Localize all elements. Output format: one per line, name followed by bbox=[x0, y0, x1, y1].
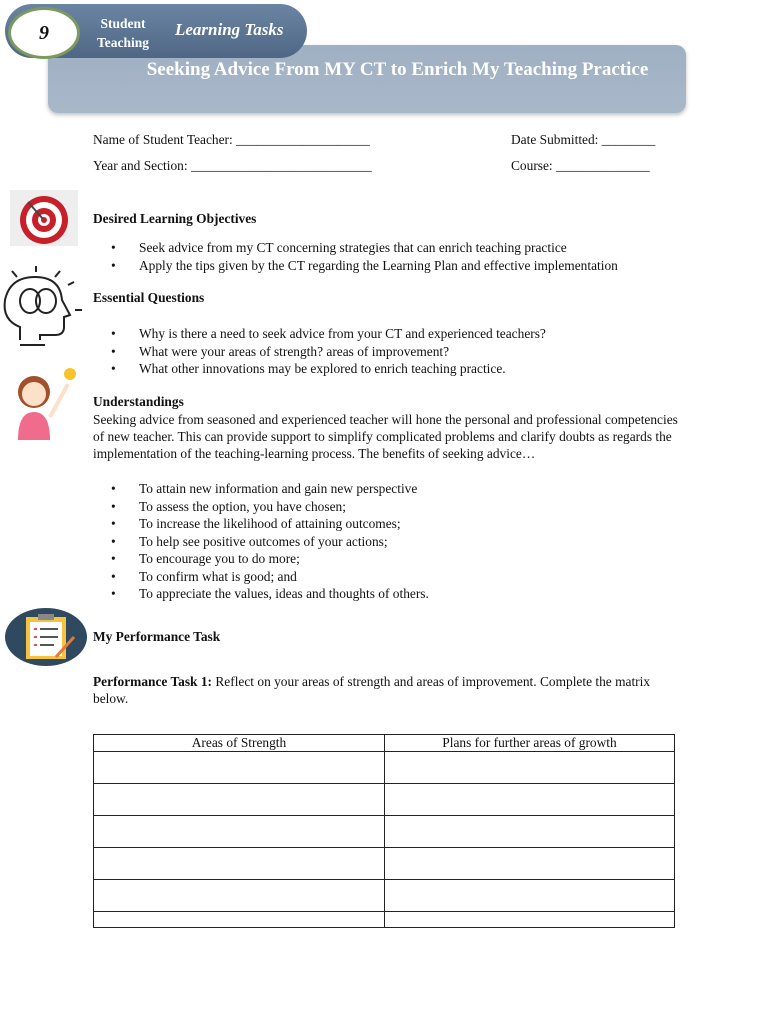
questions-list bbox=[93, 325, 713, 378]
list-item: • To confirm what is good; and bbox=[93, 568, 713, 586]
section-label: Learning Tasks bbox=[175, 20, 284, 39]
category-label: Student Teaching bbox=[96, 16, 150, 50]
year-section-field[interactable]: Year and Section: ___________________________ bbox=[93, 158, 372, 173]
objectives-heading: Desired Learning Objectives bbox=[93, 211, 257, 226]
table-row bbox=[94, 848, 675, 880]
list-item: • To increase the likelihood of attaining outcomes; bbox=[93, 515, 713, 533]
performance-heading: My Performance Task bbox=[93, 629, 221, 644]
table-cell[interactable] bbox=[94, 752, 385, 784]
list-item: • To encourage you to do more; bbox=[93, 550, 713, 568]
task-label: Performance Task 1: bbox=[93, 674, 213, 689]
task-instructions: Reflect on your areas of strength and areas of improvement. Complete the matrix below. bbox=[93, 674, 651, 706]
understandings-paragraph: Seeking advice from seasoned and experienced teacher will hone the personal and professional competencies of new teacher. This can provide support to simplify complicated problems and clarify doubts as regards the implementation of the teaching-learning process. The benefits of seeking advice… bbox=[93, 412, 678, 461]
list-item: • What were your areas of strength? areas of improvement? bbox=[93, 343, 713, 361]
understandings-heading: Understandings bbox=[93, 394, 184, 409]
table-row bbox=[94, 816, 675, 848]
name-field[interactable]: Name of Student Teacher: ____________________ bbox=[93, 132, 370, 147]
course-field[interactable]: Course: ______________ bbox=[511, 158, 650, 173]
objectives-list bbox=[93, 239, 713, 274]
table-row bbox=[94, 880, 675, 912]
target-icon bbox=[10, 190, 78, 246]
table-cell[interactable] bbox=[94, 784, 385, 816]
table-cell[interactable] bbox=[94, 816, 385, 848]
clipboard-icon bbox=[4, 607, 88, 667]
column-header: Plans for further areas of growth bbox=[385, 735, 675, 752]
table-cell[interactable] bbox=[385, 848, 675, 880]
page-title: Seeking Advice From MY CT to Enrich My Teaching Practice bbox=[146, 59, 649, 80]
questions-heading: Essential Questions bbox=[93, 290, 205, 305]
list-item: • To attain new information and gain new perspective bbox=[93, 480, 713, 498]
lesson-number: 9 bbox=[8, 7, 80, 59]
table-cell[interactable] bbox=[385, 752, 675, 784]
brain-head-icon bbox=[0, 265, 85, 350]
table-cell[interactable] bbox=[385, 784, 675, 816]
table-cell[interactable] bbox=[94, 848, 385, 880]
table-cell[interactable] bbox=[94, 912, 385, 928]
list-item: • To help see positive outcomes of your actions; bbox=[93, 533, 713, 551]
table-cell[interactable] bbox=[385, 880, 675, 912]
table-cell[interactable] bbox=[94, 880, 385, 912]
list-item: • To appreciate the values, ideas and thoughts of others. bbox=[93, 585, 713, 603]
table-row bbox=[94, 784, 675, 816]
date-field[interactable]: Date Submitted: ________ bbox=[511, 132, 656, 147]
list-item: • What other innovations may be explored to enrich teaching practice. bbox=[93, 360, 713, 378]
strength-growth-matrix bbox=[93, 734, 675, 928]
table-cell[interactable] bbox=[385, 912, 675, 928]
girl-idea-icon bbox=[10, 362, 85, 442]
column-header: Areas of Strength bbox=[94, 735, 385, 752]
performance-task-text bbox=[93, 673, 673, 707]
table-row bbox=[94, 912, 675, 928]
list-item: • Seek advice from my CT concerning strategies that can enrich teaching practice bbox=[93, 239, 713, 257]
benefits-list bbox=[93, 480, 713, 603]
table-row bbox=[94, 752, 675, 784]
table-cell[interactable] bbox=[385, 816, 675, 848]
list-item: • Apply the tips given by the CT regarding the Learning Plan and effective implementation bbox=[93, 257, 713, 275]
list-item: • To assess the option, you have chosen; bbox=[93, 498, 713, 516]
list-item: • Why is there a need to seek advice from your CT and experienced teachers? bbox=[93, 325, 713, 343]
